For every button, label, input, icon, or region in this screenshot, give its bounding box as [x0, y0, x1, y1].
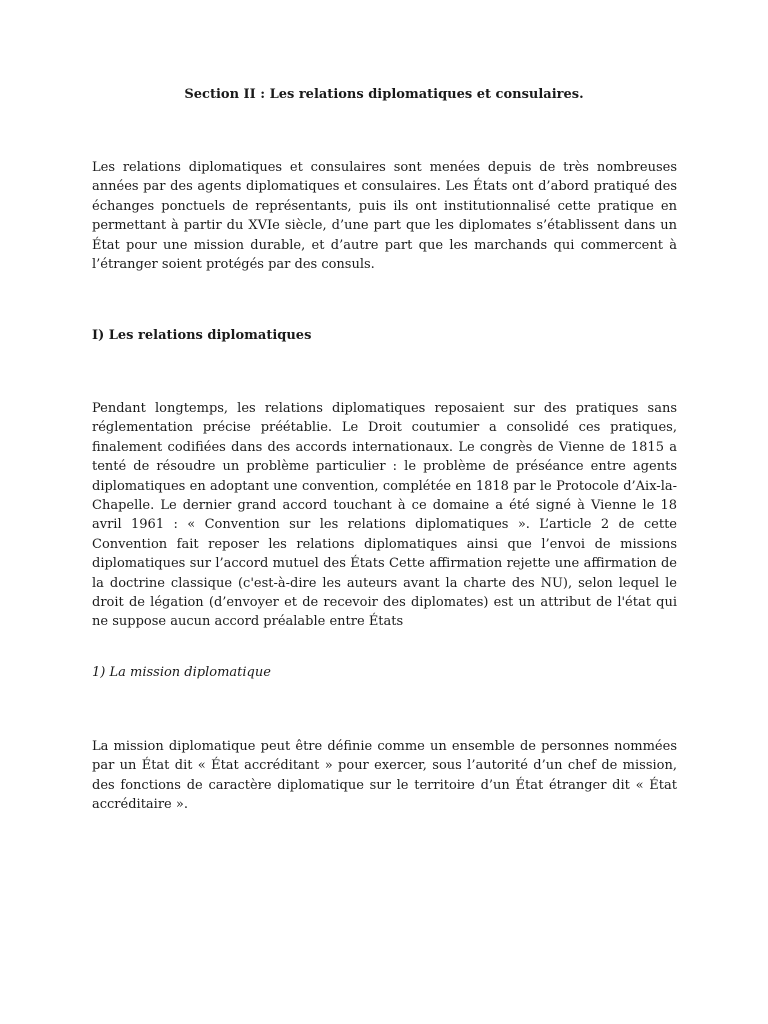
section-title: Section II : Les relations diplomatiques et consulaires.: [184, 87, 584, 102]
diplomatic-relations-paragraph: Pendant longtemps, les relations diplomatiques reposaient sur des pratiques sans réglementation précise préétablie. Le Droit coutumier a consolidé ces pratiques, finalement codifiées dans des accords internationaux. Le congrès de Vienne de 1815 a tenté de résoudre un problème particulier : le problème de préséance entre agents diplomatiques en adoptant une convention, complétée en 1818 par le Protocole d’Aix-la-Chapelle. Le dernier grand accord touchant à ce domaine a été signé à Vienne le 18 avril 1961 : « Convention sur les relations diplomatiques ». L’article 2 de cette Convention fait reposer les relations diplomatiques ainsi que l’envoi de missions diplomatiques sur l’accord mutuel des États Cette affirmation rejette une affirmation de la doctrine classique (c'est-à-dire les auteurs avant la charte des NU), selon lequel le droit de légation (d’envoyer et de recevoir des diplomates) est un attribut de l'état qui ne suppose aucun accord préalable entre États: [92, 401, 677, 630]
diplomatic-mission-paragraph: La mission diplomatique peut être définie comme un ensemble de personnes nommées par un État dit « État accréditant » pour exercer, sous l’autorité d’un chef de mission, des fonctions de caractère diplomatique sur le territoire d’un État étranger dit « État accréditaire ».: [92, 739, 677, 813]
subsection-heading-diplomatic-mission: 1) La mission diplomatique: [92, 665, 271, 680]
section-heading-diplomatic-relations: I) Les relations diplomatiques: [92, 328, 312, 343]
intro-paragraph: Les relations diplomatiques et consulaires sont menées depuis de très nombreuses années par des agents diplomatiques et consulaires. Les États ont d’abord pratiqué des échanges ponctuels de représentants, puis ils ont institutionnalisé cette pratique en permettant à partir du XVIe siècle, d’une part que les diplomates s’établissent dans un État pour une mission durable, et d’autre part que les marchands qui commercent à l’étranger soient protégés par des consuls.: [92, 160, 677, 273]
